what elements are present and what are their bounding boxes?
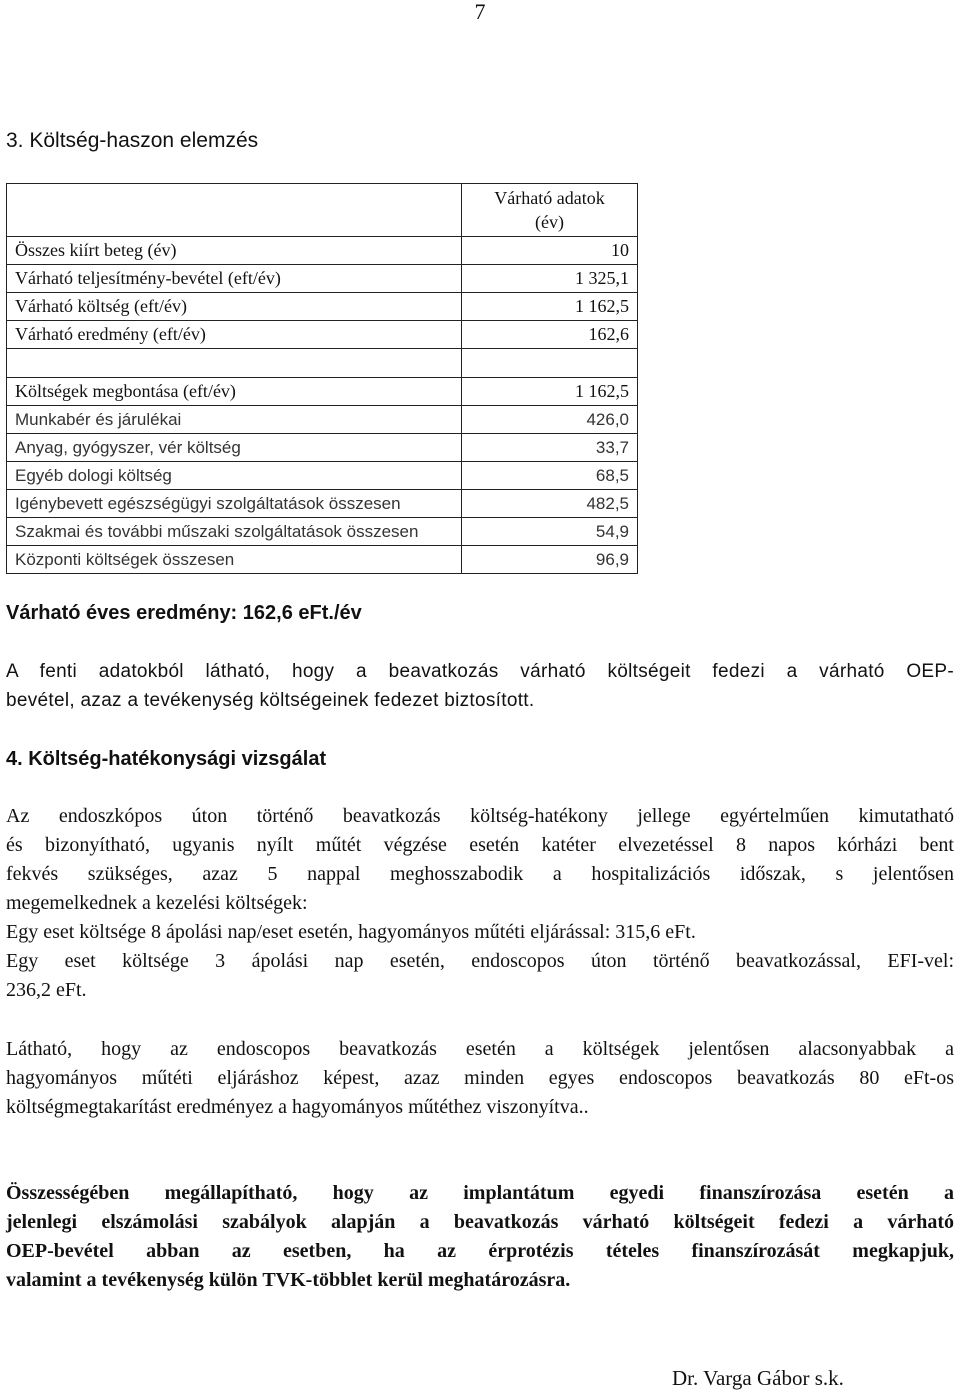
para1-line-3: fekvés szükséges, azaz 5 nappal meghosszabodik a hospitalizációs időszak, s jelentősen (6, 863, 954, 885)
comparison-paragraph (6, 1035, 954, 1122)
table-blank-row (7, 349, 638, 378)
table-header-expected (462, 184, 638, 237)
header-line-2: (év) (535, 212, 564, 232)
table-header-row (7, 184, 638, 237)
blank-cell (7, 349, 462, 378)
table-row (7, 434, 638, 462)
row-label: Igénybevett egészségügyi szolgáltatások összesen (7, 490, 462, 518)
table-row (7, 265, 638, 293)
para1-line-7: 236,2 eFt. (6, 979, 87, 1001)
row-value: 54,9 (462, 518, 638, 546)
row-label: Anyag, gyógyszer, vér költség (7, 434, 462, 462)
row-label: Várható teljesítmény-bevétel (eft/év) (7, 265, 462, 293)
page-number: 7 (474, 0, 486, 24)
row-value: 68,5 (462, 462, 638, 490)
para1-line-2: és bizonyítható, ugyanis nyílt műtét végzése esetén katéter elvezetéssel 8 napos kórházi bent (6, 834, 954, 856)
summary-paragraph (6, 657, 954, 715)
row-label: Várható költség (eft/év) (7, 293, 462, 321)
summary-line-1: A fenti adatokból látható, hogy a beavatkozás várható költségeit fedezi a várható OEP- (6, 661, 954, 682)
row-label: Várható eredmény (eft/év) (7, 321, 462, 349)
section-4-title: 4. Költség-hatékonysági vizsgálat (6, 748, 327, 770)
row-label: Költségek megbontása (eft/év) (7, 378, 462, 406)
row-label: Szakmai és további műszaki szolgáltatások összesen (7, 518, 462, 546)
conclusion-line-2: jelenlegi elszámolási szabályok alapján a beavatkozás várható költségeit fedezi a várható (6, 1211, 954, 1233)
row-value: 1 325,1 (462, 265, 638, 293)
cost-benefit-table (6, 183, 638, 574)
table-row (7, 321, 638, 349)
para1-line-4: megemelkednek a kezelési költségek: (6, 892, 308, 914)
signature: Dr. Varga Gábor s.k. (672, 1366, 844, 1390)
table-row (7, 546, 638, 574)
row-value: 10 (462, 237, 638, 265)
row-value: 482,5 (462, 490, 638, 518)
table-row (7, 293, 638, 321)
conclusion-paragraph (6, 1179, 954, 1295)
para2-line-1: Látható, hogy az endoscopos beavatkozás esetén a költségek jelentősen alacsonyabbak a (6, 1038, 954, 1060)
para2-line-3: költségmegtakarítást eredményez a hagyományos műtéthez viszonyítva.. (6, 1096, 589, 1118)
para2-line-2: hagyományos műtéti eljáráshoz képest, azaz minden egyes endoscopos beavatkozás 80 eFt-os (6, 1067, 954, 1089)
row-value: 33,7 (462, 434, 638, 462)
table-row (7, 490, 638, 518)
table-row-breakdown (7, 378, 638, 406)
row-value: 96,9 (462, 546, 638, 574)
blank-cell (462, 349, 638, 378)
para1-line-1: Az endoszkópos úton történő beavatkozás költség-hatékony jellege egyértelműen kimutatható (6, 805, 954, 827)
table-row (7, 406, 638, 434)
row-label: Munkabér és járulékai (7, 406, 462, 434)
table-row (7, 518, 638, 546)
expected-annual-result: Várható éves eredmény: 162,6 eFt./év (6, 602, 362, 624)
table-row (7, 237, 638, 265)
summary-line-2: bevétel, azaz a tevékenység költségeinek fedezet biztosított. (6, 690, 535, 711)
row-value: 426,0 (462, 406, 638, 434)
row-label: Egyéb dologi költség (7, 462, 462, 490)
row-label: Összes kiírt beteg (év) (7, 237, 462, 265)
row-value: 1 162,5 (462, 293, 638, 321)
table-row (7, 462, 638, 490)
row-value: 162,6 (462, 321, 638, 349)
para1-line-6: Egy eset költsége 3 ápolási nap esetén, endoscopos úton történő beavatkozással, EFI-vel: (6, 950, 954, 972)
conclusion-line-4: valamint a tevékenység külön TVK-többlet kerül meghatározásra. (6, 1269, 571, 1291)
cost-effectiveness-paragraph (6, 802, 954, 1005)
conclusion-line-1: Összességében megállapítható, hogy az implantátum egyedi finanszírozása esetén a (6, 1182, 954, 1204)
header-line-1: Várható adatok (494, 188, 605, 208)
table-header-empty (7, 184, 462, 237)
row-label: Központi költségek összesen (7, 546, 462, 574)
section-3-title: 3. Költség-haszon elemzés (6, 129, 259, 152)
row-value: 1 162,5 (462, 378, 638, 406)
conclusion-line-3: OEP-bevétel abban az esetben, ha az érprotézis tételes finanszírozását megkapjuk, (6, 1240, 954, 1262)
para1-line-5: Egy eset költsége 8 ápolási nap/eset esetén, hagyományos műtéti eljárással: 315,6 eFt. (6, 921, 696, 943)
